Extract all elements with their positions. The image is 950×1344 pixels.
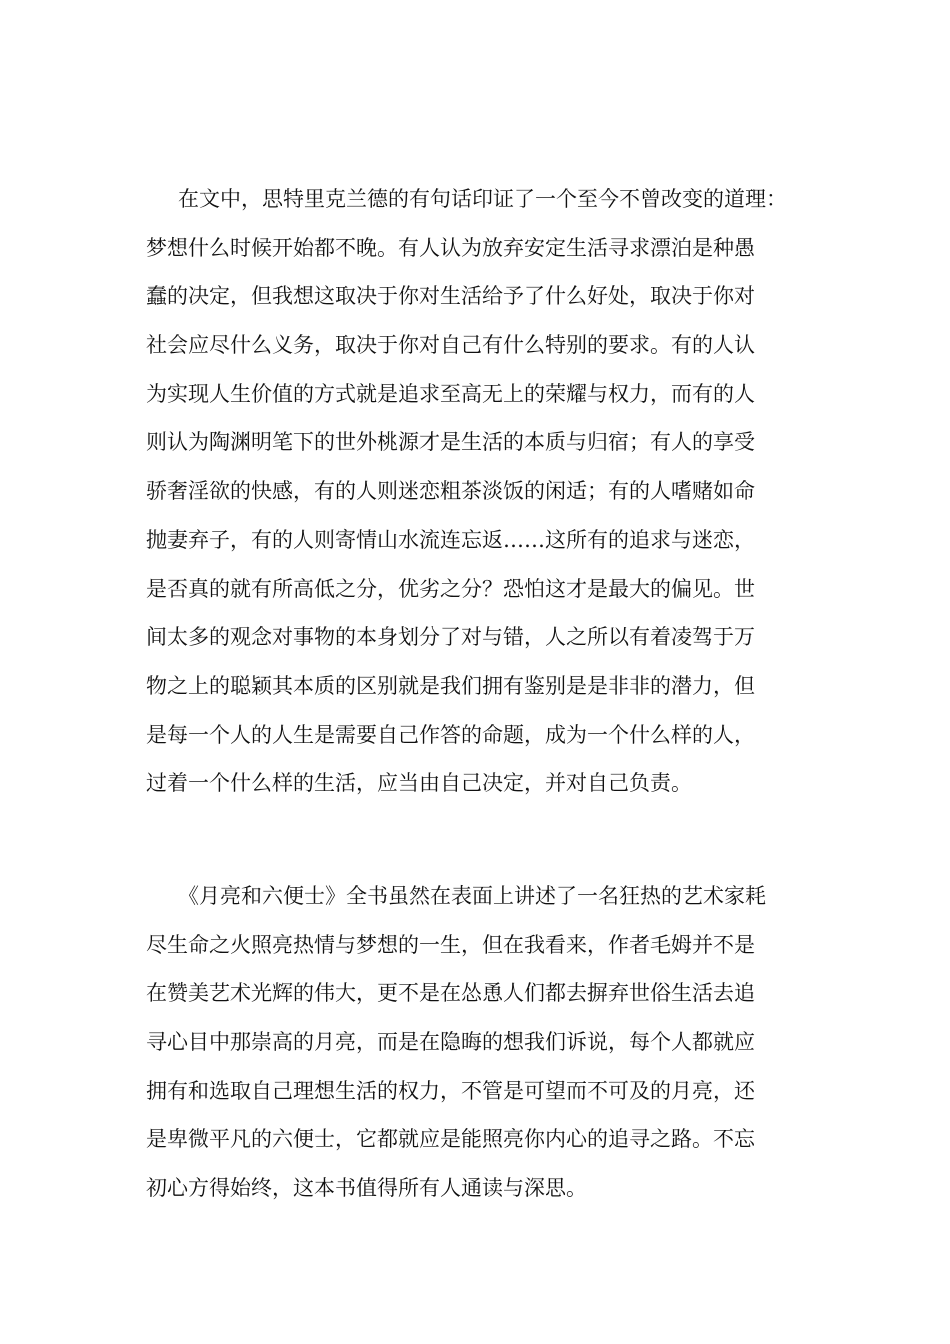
paragraph-1 <box>146 175 811 808</box>
paragraph-2 <box>146 872 811 1213</box>
text-line: 尽生命之火照亮热情与梦想的一生，但在我看来，作者毛姆并不是 <box>146 932 755 957</box>
text-line: 《月亮和六便士》全书虽然在表面上讲述了一名狂热的艺术家耗 <box>178 884 766 908</box>
text-line: 社会应尽什么义务，取决于你对自己有什么特别的要求。有的人认 <box>146 333 755 358</box>
text-line: 过着一个什么样的生活，应当由自己决定，并对自己负责。 <box>146 771 692 796</box>
text-line: 则认为陶渊明笔下的世外桃源才是生活的本质与归宿；有人的享受 <box>146 430 755 455</box>
text-line: 为实现人生价值的方式就是追求至高无上的荣耀与权力，而有的人 <box>146 381 755 406</box>
text-line: 是卑微平凡的六便士，它都就应是能照亮你内心的追寻之路。不忘 <box>146 1127 755 1152</box>
text-line: 在赞美艺术光辉的伟大，更不是在怂恿人们都去摒弃世俗生活去追 <box>146 981 755 1006</box>
text-line: 骄奢淫欲的快感，有的人则迷恋粗茶淡饭的闲适；有的人嗜赌如命 <box>146 479 755 504</box>
text-line: 物之上的聪颖其本质的区别就是我们拥有鉴别是是非非的潜力，但 <box>146 673 755 698</box>
text-line: 抛妻弃子，有的人则寄情山水流连忘返……这所有的追求与迷恋， <box>146 527 755 552</box>
text-line: 蠢的决定，但我想这取决于你对生活给予了什么好处，取决于你对 <box>146 284 755 309</box>
text-line: 拥有和选取自己理想生活的权力，不管是可望而不可及的月亮，还 <box>146 1078 755 1103</box>
text-line: 是否真的就有所高低之分，优劣之分？恐怕这才是最大的偏见。世 <box>146 576 755 601</box>
text-line: 是每一个人的人生是需要自己作答的命题，成为一个什么样的人， <box>146 722 755 747</box>
text-line: 初心方得始终，这本书值得所有人通读与深思。 <box>146 1176 587 1201</box>
text-line: 梦想什么时候开始都不晚。有人认为放弃安定生活寻求漂泊是种愚 <box>146 235 755 260</box>
text-line: 寻心目中那崇高的月亮，而是在隐晦的想我们诉说，每个人都就应 <box>146 1030 755 1055</box>
text-line: 间太多的观念对事物的本身划分了对与错，人之所以有着凌驾于万 <box>146 625 755 650</box>
text-line: 在文中，思特里克兰德的有句话印证了一个至今不曾改变的道理： <box>178 187 787 211</box>
